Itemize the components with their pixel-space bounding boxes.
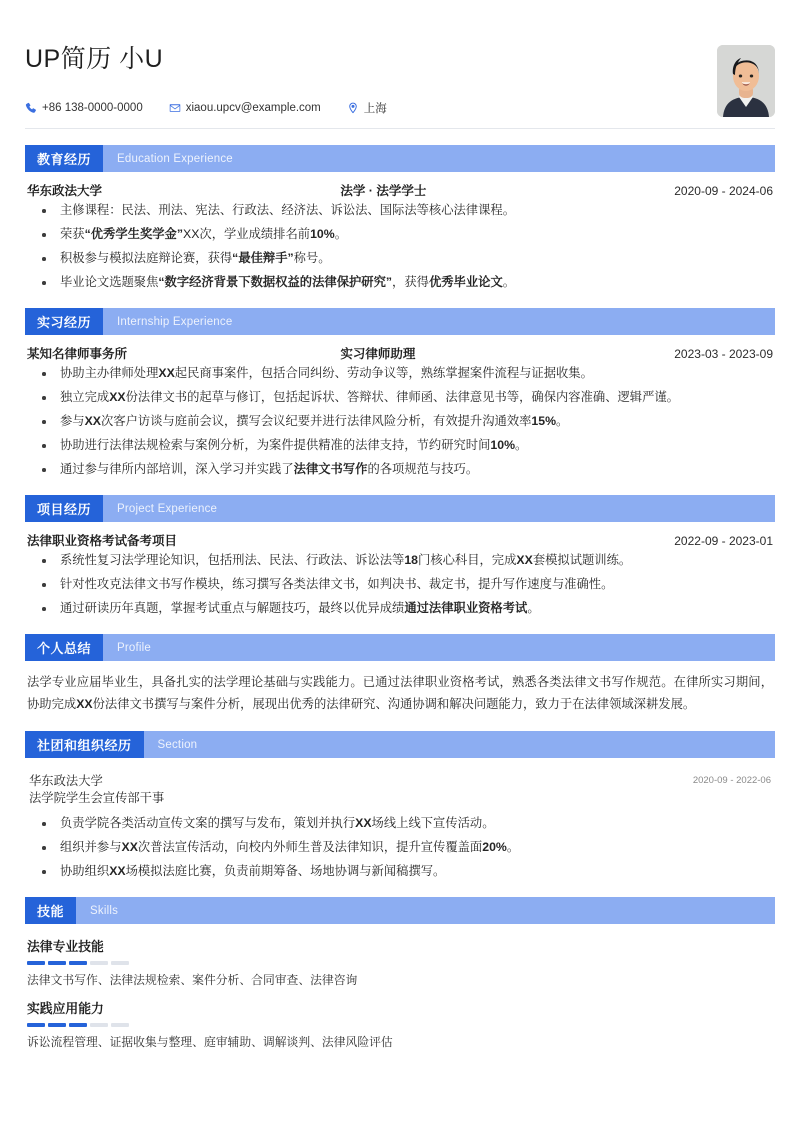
section-body-education — [25, 172, 775, 292]
page-title: UP简历 小U — [25, 45, 164, 73]
skill-level-meter — [27, 961, 773, 965]
list-item: 通过参与律所内部培训，深入学习并实践了法律文书写作的各项规范与技巧。 — [27, 462, 773, 477]
skill-name: 法律专业技能 — [27, 939, 104, 954]
skill-level-segment — [90, 1023, 108, 1027]
entry-org: 某知名律师事务所 — [27, 347, 128, 361]
section-subtitle-education: Education Experience — [117, 152, 233, 165]
skill-level-segment — [69, 961, 87, 965]
contact-row — [25, 100, 775, 116]
list-item: 独立完成XX份法律文书的起草与修订，包括起诉状、答辩状、律师函、法律意见书等，确保内容准确、逻辑严谨。 — [27, 390, 773, 405]
skill-items: 诉讼流程管理、证据收集与整理、庭审辅助、调解谈判、法律风险评估 — [27, 1035, 393, 1049]
skill-group — [27, 936, 773, 988]
location-icon — [347, 102, 359, 114]
section-body-project — [25, 522, 775, 618]
header-divider — [25, 128, 775, 129]
skill-level-segment — [48, 1023, 66, 1027]
list-item: 负责学院各类活动宣传文案的撰写与发布，策划并执行XX场线上线下宣传活动。 — [27, 816, 773, 831]
section-tag-project: 项目经历 — [25, 495, 103, 522]
section-body-internship — [25, 335, 775, 479]
email-icon — [169, 102, 181, 114]
section-header-internship — [25, 308, 775, 335]
list-item: 荣获“优秀学生奖学金”XX次，学业成绩排名前10%。 — [27, 227, 773, 242]
skill-level-meter — [27, 1023, 773, 1027]
skill-level-segment — [27, 961, 45, 965]
entry-date: 2020-09 - 2024-06 — [674, 184, 773, 198]
contact-phone-value: +86 138-0000-0000 — [42, 102, 143, 114]
section-header-education — [25, 145, 775, 172]
list-item: 协助主办律师处理XX起民商事案件，包括合同纠纷、劳动争议等，熟练掌握案件流程与证据收集。 — [27, 366, 773, 381]
list-item: 针对性攻克法律文书写作模块，练习撰写各类法律文书，如判决书、裁定书，提升写作速度与准确性。 — [27, 577, 773, 592]
list-item: 主修课程：民法、刑法、宪法、行政法、经济法、诉讼法、国际法等核心法律课程。 — [27, 203, 773, 218]
skill-level-segment — [69, 1023, 87, 1027]
bullet-list-project — [27, 553, 773, 616]
section-subtitle-project: Project Experience — [117, 502, 218, 515]
phone-icon — [25, 102, 37, 114]
list-item: 参与XX次客户访谈与庭前会议，撰写会议纪要并进行法律风险分析，有效提升沟通效率15%。 — [27, 414, 773, 429]
entry-org: 华东政法大学 — [27, 184, 103, 198]
section-tag-skills: 技能 — [25, 897, 76, 924]
entry-role: 法学 · 法学学士 — [340, 184, 427, 198]
section-subtitle-club: Section — [157, 738, 198, 751]
section-tag-education: 教育经历 — [25, 145, 103, 172]
skill-level-segment — [111, 1023, 129, 1027]
section-subtitle-profile: Profile — [117, 641, 152, 654]
entry-row-club — [27, 767, 773, 809]
entry-role: 法学院学生会宣传部干事 — [29, 791, 165, 805]
section-body-club — [25, 758, 775, 881]
contact-location-value: 上海 — [363, 103, 387, 115]
bullet-list-education — [27, 203, 773, 290]
contact-location — [347, 100, 387, 116]
entry-org: 法律职业资格考试备考项目 — [27, 534, 178, 548]
list-item: 毕业论文选题聚焦“数字经济背景下数据权益的法律保护研究”，获得优秀毕业论文。 — [27, 275, 773, 290]
list-item: 协助进行法律法规检索与案例分析，为案件提供精准的法律支持，节约研究时间10%。 — [27, 438, 773, 453]
list-item: 系统性复习法学理论知识，包括刑法、民法、行政法、诉讼法等18门核心科目，完成XX套模拟试题训练。 — [27, 553, 773, 568]
bullet-list-internship — [27, 366, 773, 477]
profile-paragraph: 法学专业应届毕业生，具备扎实的法学理论基础与实践能力。已通过法律职业资格考试，熟悉各类法律文书写作规范。在律所实习期间，协助完成XX份法律文书撰写与案件分析，展现出优秀的法律研究、沟通协调和解决问题能力，致力于在法律领域深耕发展。 — [27, 675, 773, 711]
list-item: 协助组织XX场模拟法庭比赛，负责前期筹备、场地协调与新闻稿撰写。 — [27, 864, 773, 879]
skill-level-segment — [90, 961, 108, 965]
section-header-club — [25, 731, 775, 758]
skill-level-segment — [111, 961, 129, 965]
contact-email — [169, 102, 321, 114]
section-tag-profile: 个人总结 — [25, 634, 103, 661]
entry-row-project — [27, 531, 773, 549]
section-header-profile — [25, 634, 775, 661]
skill-items: 法律文书写作、法律法规检索、案件分析、合同审查、法律咨询 — [27, 973, 358, 987]
avatar — [717, 45, 775, 117]
entry-role: 实习律师助理 — [340, 347, 416, 361]
section-subtitle-skills: Skills — [90, 904, 119, 917]
skill-group — [27, 998, 773, 1050]
list-item: 组织并参与XX次普法宣传活动，向校内外师生普及法律知识，提升宣传覆盖面20%。 — [27, 840, 773, 855]
section-header-skills — [25, 897, 775, 924]
list-item: 积极参与模拟法庭辩论赛，获得“最佳辩手”称号。 — [27, 251, 773, 266]
section-subtitle-internship: Internship Experience — [117, 315, 233, 328]
list-item: 通过研读历年真题，掌握考试重点与解题技巧，最终以优异成绩通过法律职业资格考试。 — [27, 601, 773, 616]
skill-level-segment — [27, 1023, 45, 1027]
bullet-list-club — [27, 816, 773, 879]
entry-org: 华东政法大学 — [29, 774, 103, 788]
entry-row-internship — [27, 344, 773, 362]
entry-date: 2023-03 - 2023-09 — [674, 347, 773, 361]
contact-phone — [25, 102, 143, 114]
contact-email-value: xiaou.upcv@example.com — [185, 102, 321, 114]
entry-date: 2020-09 - 2022-06 — [692, 775, 771, 786]
entry-row-education — [27, 181, 773, 199]
entry-date: 2022-09 - 2023-01 — [674, 534, 773, 548]
section-header-project — [25, 495, 775, 522]
skill-level-segment — [48, 961, 66, 965]
skill-name: 实践应用能力 — [27, 1001, 104, 1016]
resume-header — [25, 0, 775, 129]
section-tag-club: 社团和组织经历 — [25, 731, 144, 758]
section-body-skills — [25, 924, 775, 1052]
section-tag-internship: 实习经历 — [25, 308, 103, 335]
